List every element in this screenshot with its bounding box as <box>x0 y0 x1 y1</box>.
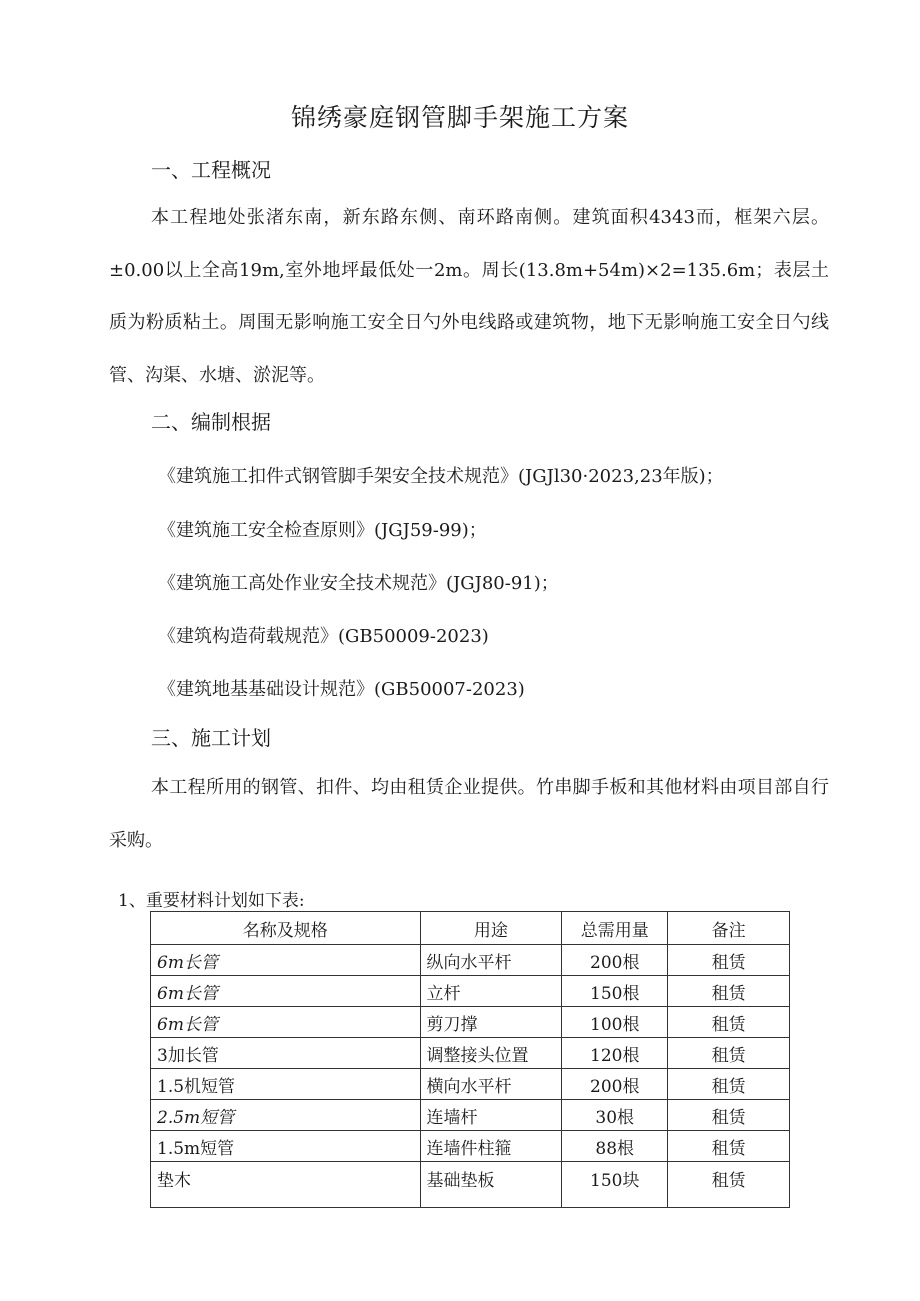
column-header-usage: 用途 <box>420 912 562 945</box>
cell-quantity: 100根 <box>562 1007 668 1038</box>
cell-usage: 连墙件柱箍 <box>420 1131 562 1162</box>
table-caption: 1、重要材料计划如下表: <box>118 891 305 911</box>
table-row <box>151 1162 790 1208</box>
cell-usage: 纵向水平杆 <box>420 945 562 976</box>
cell-quantity: 200根 <box>562 1069 668 1100</box>
cell-quantity: 30根 <box>562 1100 668 1131</box>
cell-name: 6m长管 <box>151 976 421 1007</box>
section-heading-overview: 一、工程概况 <box>151 158 271 182</box>
table-row <box>151 1100 790 1131</box>
cell-usage: 剪刀撑 <box>420 1007 562 1038</box>
cell-name: 6m长管 <box>151 1007 421 1038</box>
cell-usage: 立杆 <box>420 976 562 1007</box>
cell-remark: 租赁 <box>668 1162 790 1208</box>
materials-table <box>150 911 790 1208</box>
cell-name: 2.5m短管 <box>151 1100 421 1131</box>
table-row <box>151 945 790 976</box>
cell-quantity: 150根 <box>562 976 668 1007</box>
cell-usage: 连墙杆 <box>420 1100 562 1131</box>
cell-remark: 租赁 <box>668 1007 790 1038</box>
plan-paragraph: 本工程所用的钢管、扣件、均由租赁企业提供。竹串脚手板和其他材料由项目部自行采购。 <box>109 777 829 851</box>
cell-remark: 租赁 <box>668 1131 790 1162</box>
table-row <box>151 976 790 1007</box>
cell-remark: 租赁 <box>668 976 790 1007</box>
reference-item: 《建筑构造荷载规范》(GB50009-2023) <box>158 626 489 647</box>
column-header-quantity: 总需用量 <box>562 912 668 945</box>
cell-remark: 租赁 <box>668 945 790 976</box>
cell-quantity: 150块 <box>562 1162 668 1208</box>
table-row <box>151 1069 790 1100</box>
reference-item: 《建筑施工高处作业安全技术规范》(JGJ80-91)； <box>158 573 559 594</box>
cell-usage: 横向水平杆 <box>420 1069 562 1100</box>
reference-item: 《建筑施工安全检查原则》(JGJ59-99)； <box>158 520 487 541</box>
column-header-name: 名称及规格 <box>151 912 421 945</box>
table-header-row <box>151 912 790 945</box>
overview-paragraph: 本工程地处张渚东南，新东路东侧、南环路南侧。建筑面积4343而，框架六层。±0.00以上全高19m,室外地坪最低处一2m。周长(13.8m+54m)×2=135.6m；表层土质为粉质粘土。周围无影响施工安全日勺外电线路或建筑物，地下无影响施工安全日勺线管、沟渠、水塘、淤泥等。 <box>109 207 829 386</box>
cell-remark: 租赁 <box>668 1038 790 1069</box>
cell-remark: 租赁 <box>668 1100 790 1131</box>
reference-item: 《建筑地基基础设计规范》(GB50007-2023) <box>158 679 525 700</box>
cell-name: 3加长管 <box>151 1038 421 1069</box>
cell-usage: 基础垫板 <box>420 1162 562 1208</box>
column-header-remark: 备注 <box>668 912 790 945</box>
cell-remark: 租赁 <box>668 1069 790 1100</box>
cell-name: 垫木 <box>151 1162 421 1208</box>
cell-quantity: 88根 <box>562 1131 668 1162</box>
document-title: 锦绣豪庭钢管脚手架施工方案 <box>290 103 629 132</box>
cell-name: 1.5机短管 <box>151 1069 421 1100</box>
section-heading-plan: 三、施工计划 <box>151 726 271 750</box>
cell-quantity: 200根 <box>562 945 668 976</box>
cell-usage: 调整接头位置 <box>420 1038 562 1069</box>
reference-item: 《建筑施工扣件式钢管脚手架安全技术规范》(JGJl30·2023,23年版)； <box>158 466 724 487</box>
table-row <box>151 1131 790 1162</box>
cell-name: 6m长管 <box>151 945 421 976</box>
cell-name: 1.5m短管 <box>151 1131 421 1162</box>
section-heading-basis: 二、编制根据 <box>151 410 271 434</box>
cell-quantity: 120根 <box>562 1038 668 1069</box>
table-row <box>151 1038 790 1069</box>
table-row <box>151 1007 790 1038</box>
